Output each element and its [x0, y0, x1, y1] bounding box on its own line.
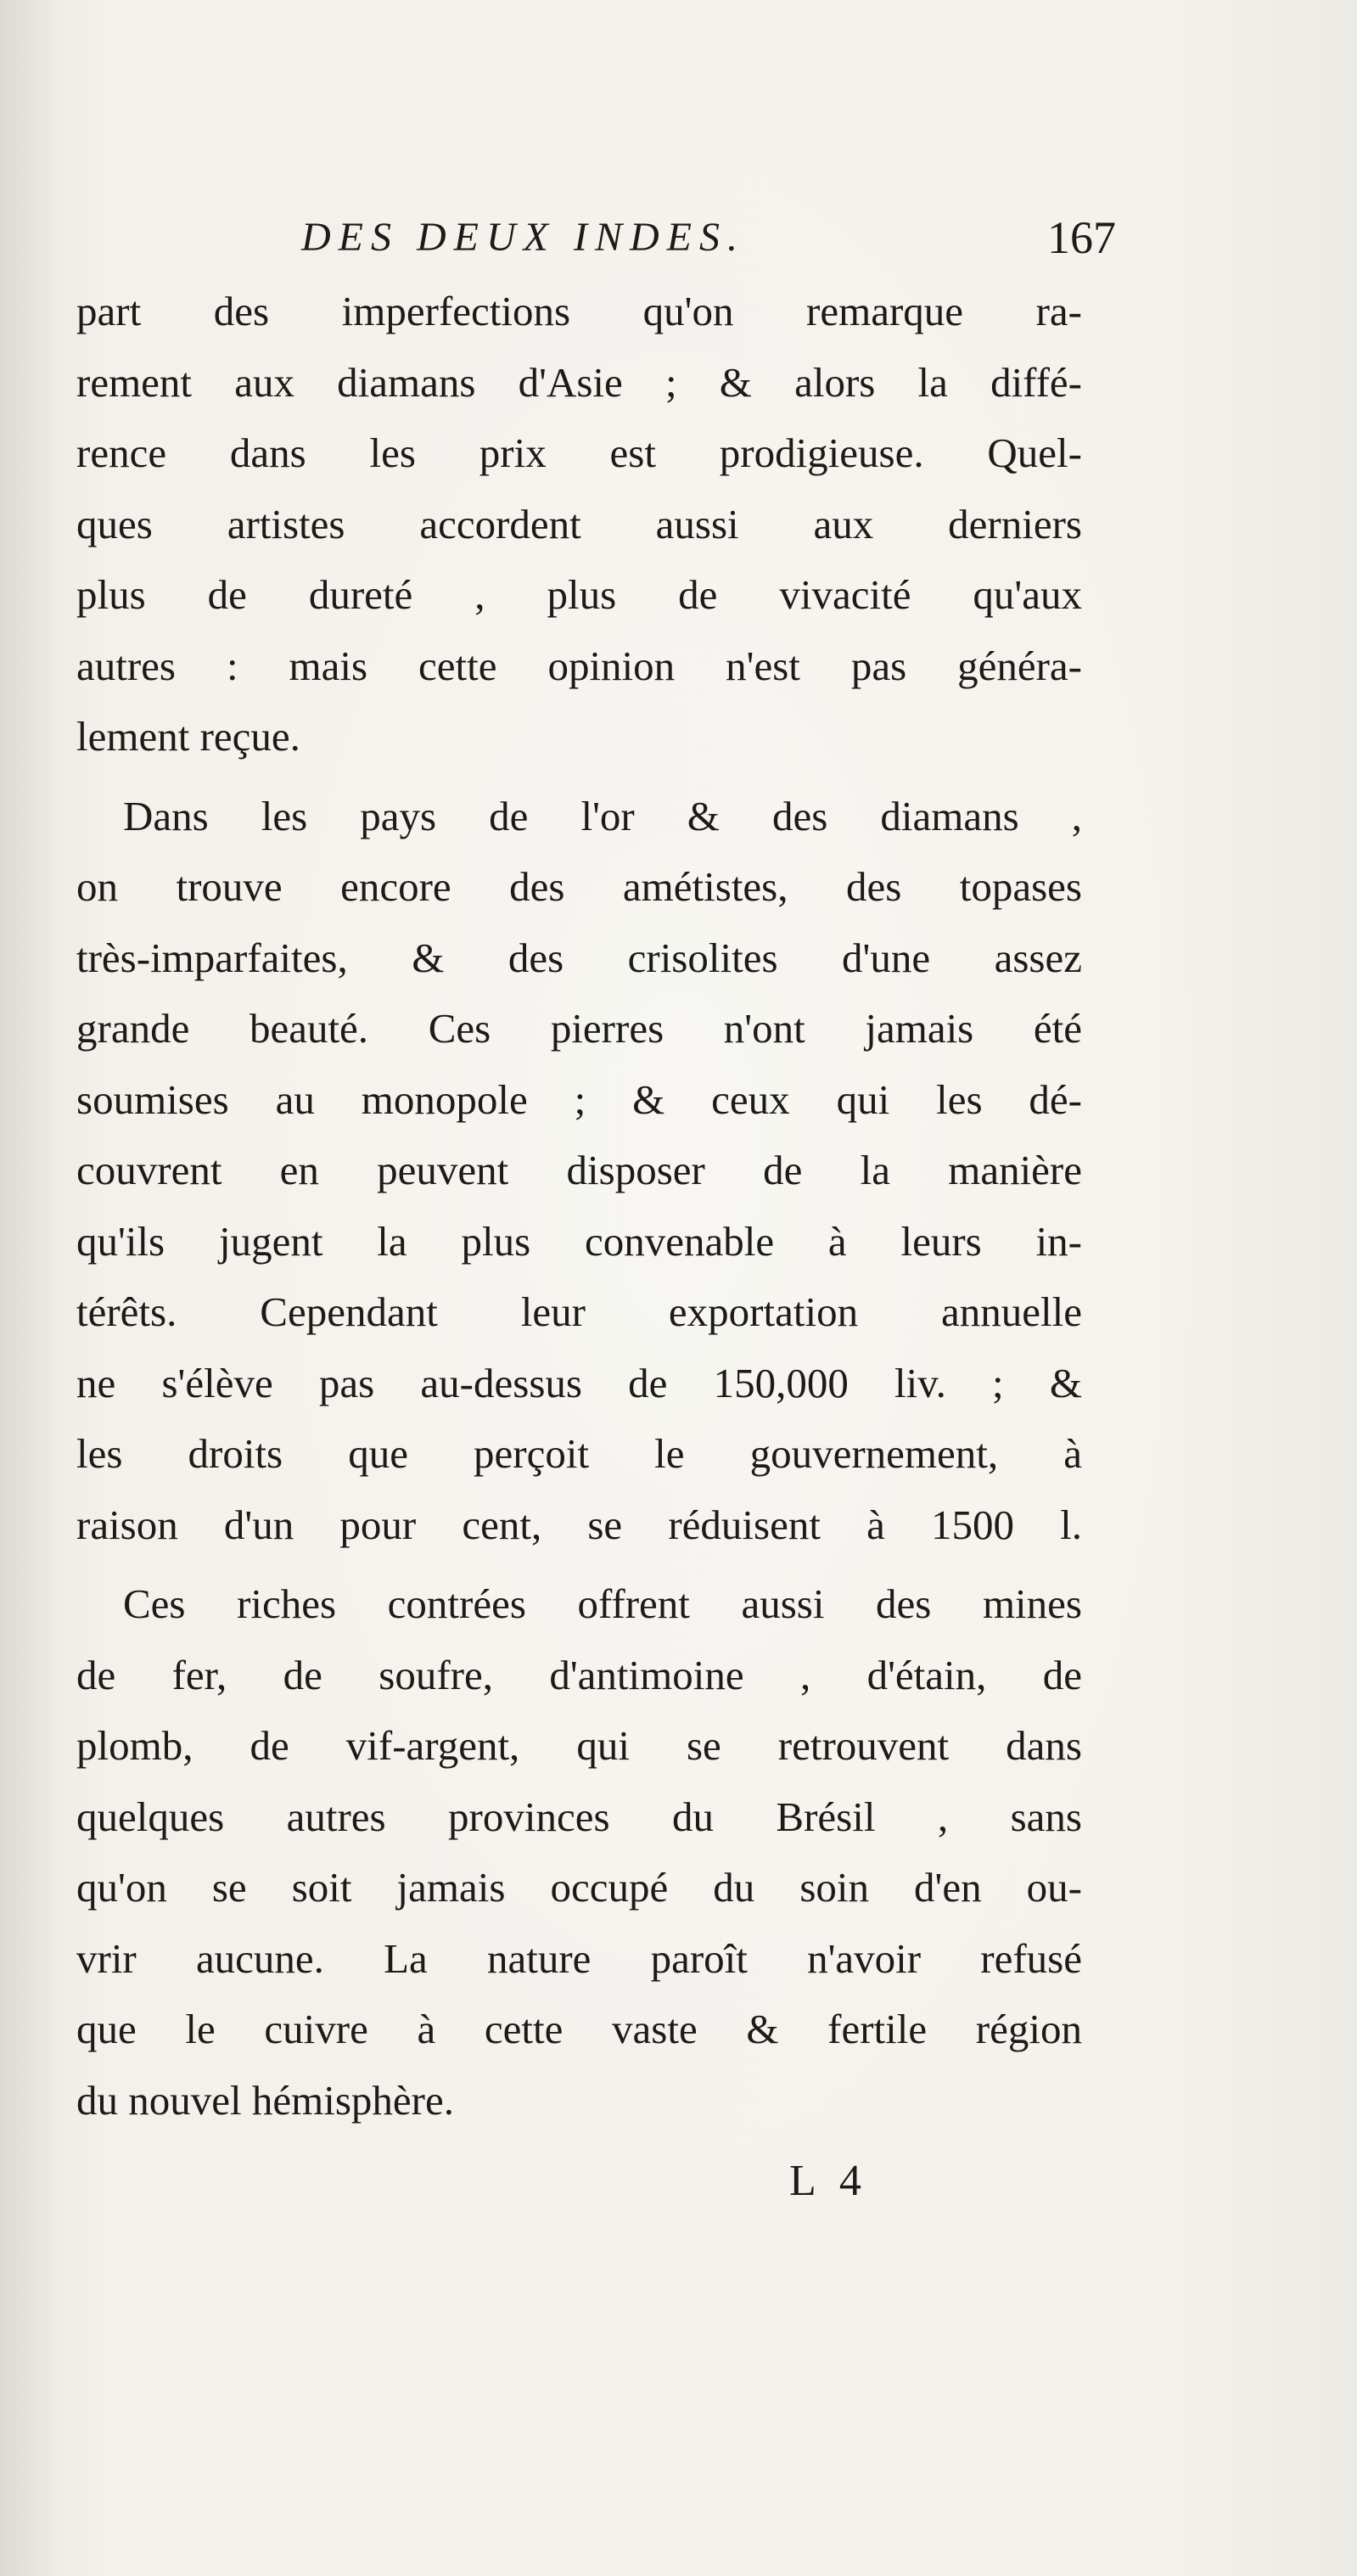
text-line: qu'ils jugent la plus convenable à leurs in- — [76, 1217, 1082, 1265]
text-line: rence dans les prix est prodigieuse. Quel- — [76, 429, 1082, 476]
text-line: vrir aucune. La nature paroît n'avoir refusé — [76, 1934, 1082, 1982]
text-line: on trouve encore des amétistes, des topases — [76, 863, 1082, 910]
text-line: Ces riches contrées offrent aussi des mines — [123, 1580, 1082, 1627]
text-line: grande beauté. Ces pierres n'ont jamais été — [76, 1005, 1082, 1052]
text-line: que le cuivre à cette vaste & fertile région — [76, 2006, 1082, 2052]
paragraph — [76, 1569, 1082, 2135]
text-line: quelques autres provinces du Brésil , sans — [76, 1793, 1082, 1840]
paragraph — [76, 276, 1082, 772]
text-line: térêts. Cependant leur exportation annuelle — [76, 1288, 1082, 1335]
body-text — [76, 276, 1082, 2135]
text-line: part des imperfections qu'on remarque ra- — [76, 288, 1082, 334]
text-line: qu'on se soit jamais occupé du soin d'en ou- — [76, 1864, 1082, 1911]
running-head: DES DEUX INDES. — [301, 215, 745, 260]
paragraph — [76, 781, 1082, 1561]
text-line: du nouvel hémisphère. — [76, 2076, 454, 2124]
text-line: Dans les pays de l'or & des diamans , — [123, 792, 1082, 839]
text-line: autres : mais cette opinion n'est pas généra- — [76, 642, 1082, 689]
text-line: plus de dureté , plus de vivacité qu'aux — [76, 571, 1082, 618]
text-line: ne s'élève pas au-dessus de 150,000 liv. ; & — [76, 1359, 1082, 1406]
text-line: raison d'un pour cent, se réduisent à 1500 l. — [76, 1501, 1082, 1548]
text-line: plomb, de vif-argent, qui se retrouvent dans — [76, 1722, 1082, 1769]
text-line: ques artistes accordent aussi aux derniers — [76, 500, 1082, 547]
text-line: rement aux diamans d'Asie ; & alors la diffé- — [76, 358, 1082, 406]
text-line: soumises au monopole ; & ceux qui les dé- — [76, 1075, 1082, 1123]
text-line: très-imparfaites, & des crisolites d'une assez — [76, 934, 1082, 981]
gutter-shadow — [0, 0, 59, 2576]
text-line: les droits que perçoit le gouvernement, à — [76, 1430, 1082, 1477]
text-line: lement reçue. — [76, 713, 300, 760]
text-line: couvrent en peuvent disposer de la manière — [76, 1147, 1082, 1193]
page-header — [208, 212, 1116, 263]
signature-mark: L 4 — [789, 2157, 868, 2205]
page-number: 167 — [1047, 212, 1116, 263]
text-line: de fer, de soufre, d'antimoine , d'étain, de — [76, 1651, 1082, 1698]
